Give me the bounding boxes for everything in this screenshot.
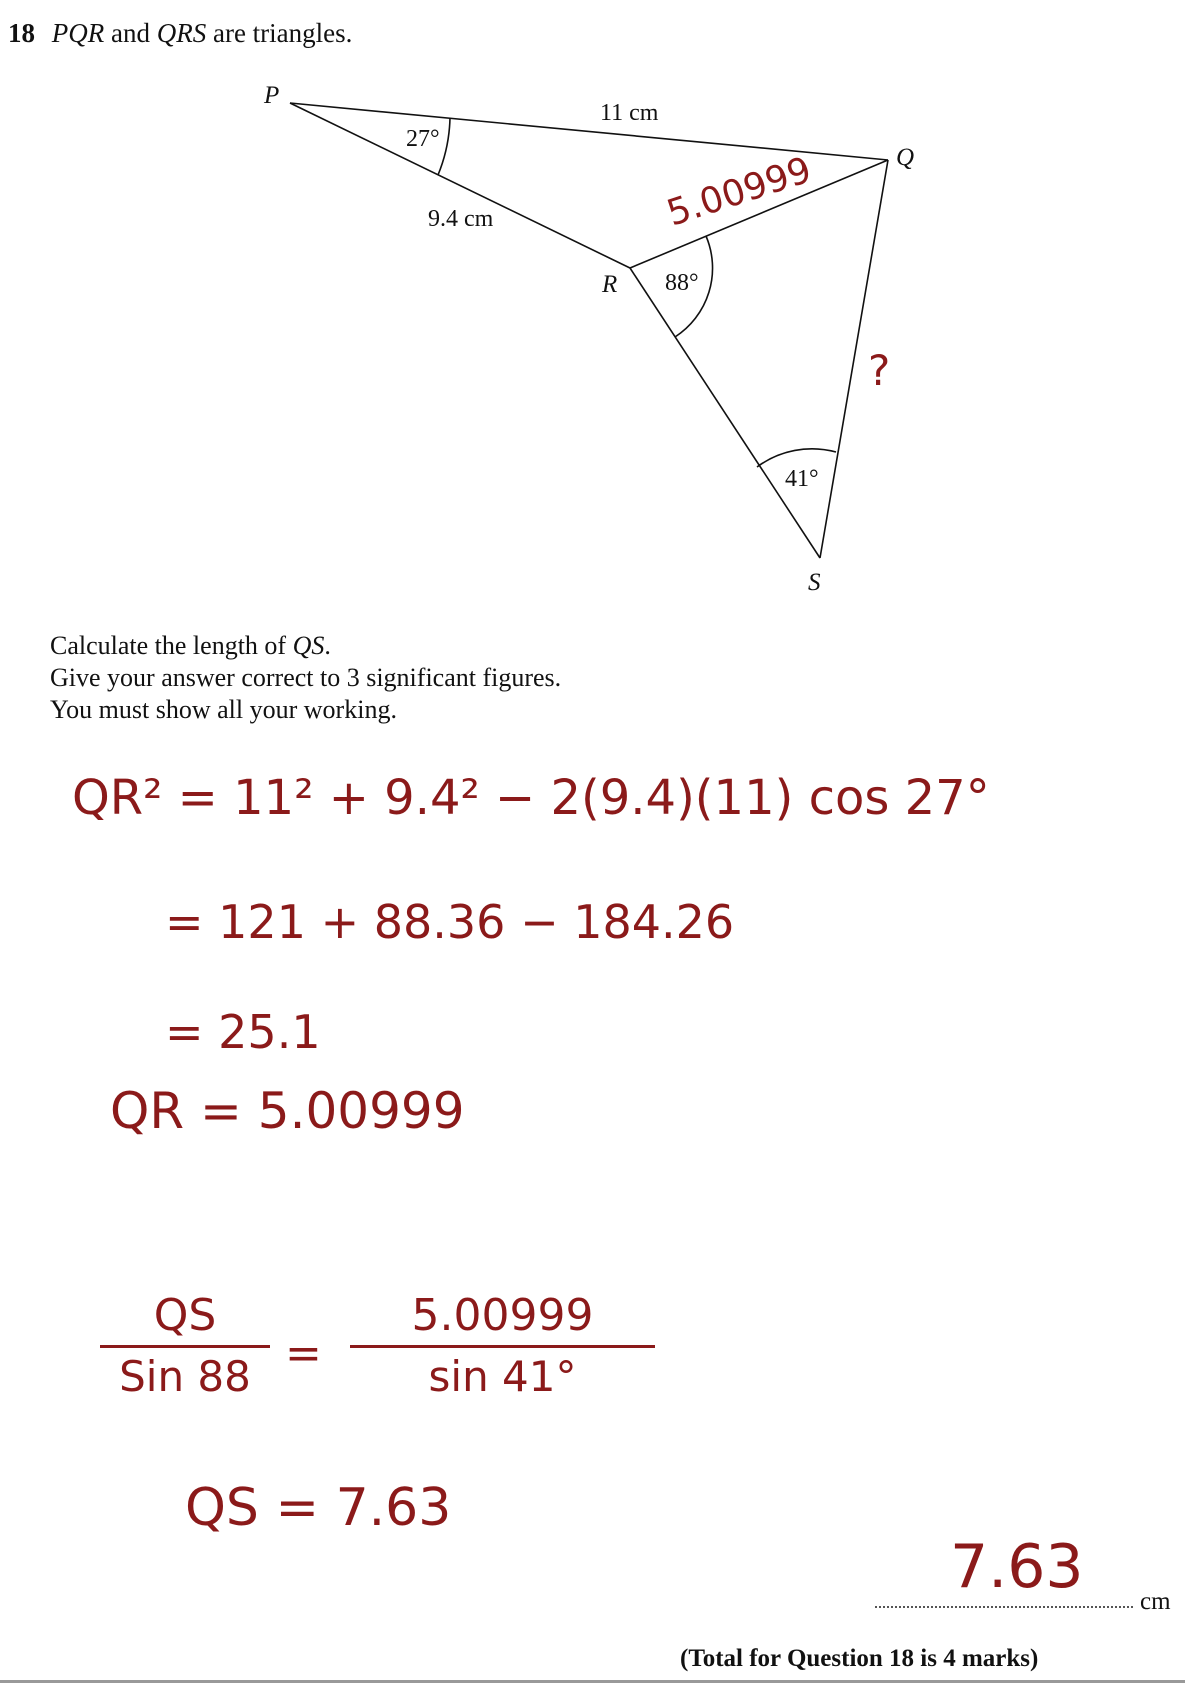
- working-line-2: = 121 + 88.36 − 184.26: [165, 895, 735, 949]
- angle-arc-p: [438, 118, 450, 175]
- vertex-q-label: Q: [896, 144, 915, 171]
- triangle-pqr-label: PQR: [51, 18, 105, 48]
- fraction-left-denominator: Sin 88: [119, 1352, 251, 1401]
- vertex-s-label: S: [808, 569, 821, 596]
- handwritten-question-mark: ?: [868, 346, 891, 395]
- fraction-right: [350, 1290, 655, 1401]
- vertex-p-label: P: [264, 82, 280, 109]
- instruction-line-1-end: .: [324, 631, 331, 660]
- angle-arc-s: [757, 449, 836, 467]
- instruction-line-1: [50, 630, 561, 662]
- angle-r-label: 88°: [665, 270, 699, 296]
- fraction-right-bar: [350, 1345, 655, 1348]
- fraction-left-numerator: QS: [153, 1290, 217, 1341]
- side-rs: [630, 268, 820, 558]
- answer-unit: cm: [1140, 1588, 1171, 1615]
- instruction-line-1-text: Calculate the length of: [50, 631, 293, 660]
- instruction-line-1-var: QS: [292, 631, 325, 660]
- triangle-diagram: [0, 0, 1185, 600]
- handwritten-answer: 7.63: [950, 1532, 1084, 1602]
- fraction-left-bar: [100, 1345, 270, 1348]
- side-pq-label: 11 cm: [600, 100, 659, 126]
- total-marks: (Total for Question 18 is 4 marks): [680, 1645, 1039, 1672]
- vertex-r-label: R: [602, 271, 618, 298]
- handwritten-qr-length: 5.00999: [662, 149, 817, 235]
- triangle-qrs-label: QRS: [156, 18, 207, 48]
- working-line-3: = 25.1: [165, 1005, 321, 1059]
- question-text-end: are triangles.: [206, 18, 353, 48]
- question-text-and: and: [104, 18, 157, 48]
- instruction-line-2: Give your answer correct to 3 significant figures.: [50, 663, 562, 692]
- fraction-left: [100, 1290, 270, 1401]
- working-line-4: QR = 5.00999: [110, 1082, 465, 1140]
- answer-line: [875, 1606, 1133, 1608]
- instructions: [50, 630, 561, 726]
- working-line-1: QR² = 11² + 9.4² − 2(9.4)(11) cos 27°: [72, 770, 990, 826]
- angle-s-label: 41°: [785, 466, 819, 492]
- instruction-line-3: You must show all your working.: [50, 695, 397, 724]
- fraction-right-numerator: 5.00999: [411, 1290, 594, 1341]
- working-line-5: QS = 7.63: [185, 1478, 452, 1538]
- side-pr-label: 9.4 cm: [428, 206, 494, 232]
- angle-p-label: 27°: [406, 126, 440, 152]
- bottom-rule: [0, 1680, 1185, 1683]
- side-pr: [290, 103, 630, 268]
- question-number: 18: [8, 18, 35, 48]
- fraction-equals-sign: =: [285, 1328, 322, 1379]
- fraction-right-denominator: sin 41°: [428, 1352, 577, 1401]
